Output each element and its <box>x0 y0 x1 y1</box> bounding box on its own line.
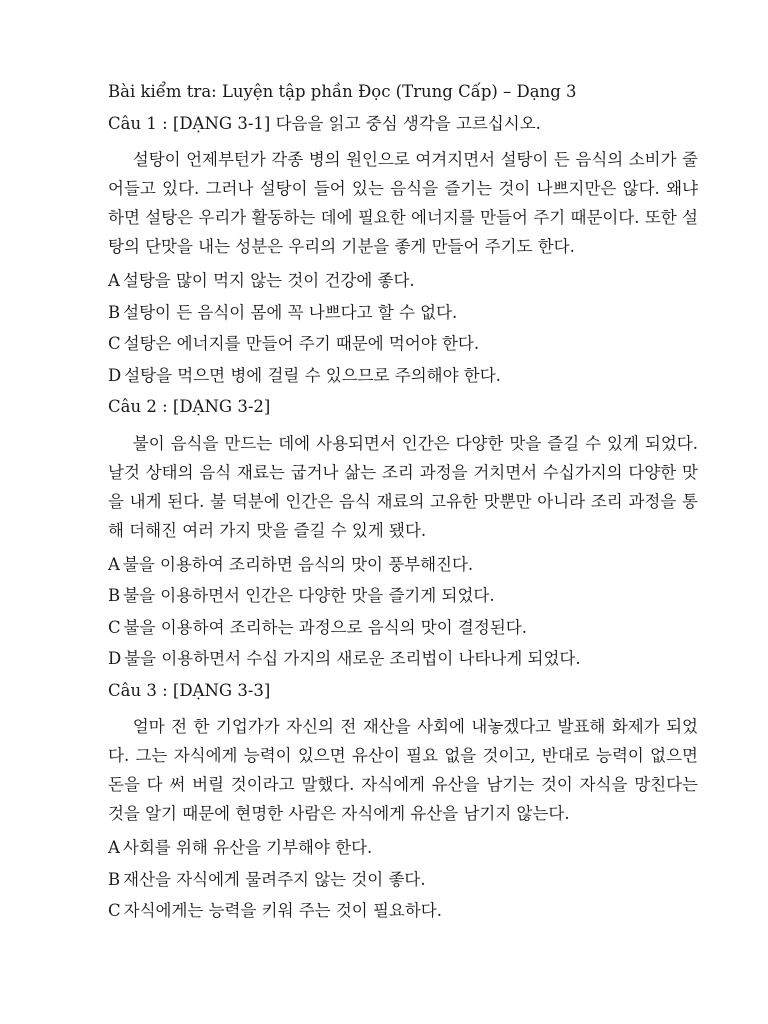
option-text: 설탕을 많이 먹지 않는 것이 건강에 좋다. <box>122 271 415 290</box>
option-text: 자식에게는 능력을 키워 주는 것이 필요하다. <box>123 901 442 920</box>
option-text: 불을 이용하여 조리하는 과정으로 음식의 맛이 결정된다. <box>123 617 527 637</box>
question-3 <box>108 675 698 927</box>
option-letter: D <box>108 365 122 385</box>
answer-option-b[interactable] <box>108 297 698 329</box>
answer-option-a[interactable] <box>108 265 698 297</box>
option-text: 불을 이용하면서 수십 가지의 새로운 조리법이 나타나게 되었다. <box>124 649 581 668</box>
reading-passage: 얼마 전 한 기업가가 자신의 전 재산을 사회에 내놓겠다고 발표해 화제가 되었다. 그는 자식에게 능력이 있으면 유산이 필요 없을 것이고, 반대로 능력이 없으면 돈을 다 써 버릴 것이라고 말했다. 자식에게 유산을 남기는 것이 자식을 망친다는 것을 알기 때문에 현명한 사람은 자식에게 유산을 남기지 않는다. <box>108 717 698 823</box>
option-letter: D <box>108 649 122 668</box>
question-heading: Câu 1 : [DẠNG 3-1] 다음을 읽고 중심 생각을 고르십시오. <box>108 113 541 133</box>
option-letter: A <box>108 838 120 857</box>
question-2 <box>108 391 698 675</box>
document-title: Bài kiểm tra: Luyện tập phần Đọc (Trung Cấp) – Dạng 3 <box>108 82 577 101</box>
option-text: 설탕이 든 음식이 몸에 꼭 나쁘다고 할 수 없다. <box>123 302 458 322</box>
answer-option-c[interactable] <box>108 612 698 644</box>
option-letter: C <box>108 901 121 920</box>
answer-option-b[interactable] <box>108 864 698 896</box>
answer-option-b[interactable] <box>108 580 698 612</box>
option-letter: A <box>108 271 120 290</box>
question-heading: Câu 2 : [DẠNG 3-2] <box>108 397 271 416</box>
option-text: 사회를 위해 유산을 기부해야 한다. <box>122 838 373 857</box>
question-heading: Câu 3 : [DẠNG 3-3] <box>108 680 271 700</box>
answer-option-c[interactable] <box>108 895 698 927</box>
option-letter: B <box>108 586 121 605</box>
reading-passage: 불이 음식을 만드는 데에 사용되면서 인간은 다양한 맛을 즐길 수 있게 되었다. 날것 상태의 음식 재료는 굽거나 삶는 조리 과정을 거치면서 수십가지의 다양한 맛을 내게 된다. 불 덕분에 인간은 음식 재료의 고유한 맛뿐만 아니라 조리 과정을 통해 더해진 여러 가지 맛을 즐길 수 있게 됐다. <box>108 433 698 540</box>
option-letter: B <box>108 869 121 889</box>
answer-option-a[interactable] <box>108 832 698 864</box>
option-letter: C <box>108 334 121 353</box>
question-1 <box>108 108 698 392</box>
reading-passage: 설탕이 언제부턴가 각종 병의 원인으로 여겨지면서 설탕이 든 음식의 소비가 줄어들고 있다. 그러나 설탕이 들어 있는 음식을 즐기는 것이 나쁘지만은 않다. 왜냐하면 설탕은 우리가 활동하는 데에 필요한 에너지를 만들어 주기 때문이다. 또한 설탕의 단맛을 내는 성분은 우리의 기분을 좋게 만들어 주기도 한다. <box>108 150 698 256</box>
answer-option-d[interactable] <box>108 643 698 675</box>
option-letter: B <box>108 302 121 322</box>
option-text: 설탕을 먹으면 병에 걸릴 수 있으므로 주의해야 한다. <box>124 365 501 385</box>
option-letter: C <box>108 617 121 637</box>
option-text: 불을 이용하여 조리하면 음식의 맛이 풍부해진다. <box>122 554 474 574</box>
answer-option-a[interactable] <box>108 549 698 581</box>
answer-option-c[interactable] <box>108 328 698 360</box>
option-text: 재산을 자식에게 물려주지 않는 것이 좋다. <box>123 869 426 889</box>
option-letter: A <box>108 554 120 574</box>
answer-option-d[interactable] <box>108 360 698 392</box>
option-text: 불을 이용하면서 인간은 다양한 맛을 즐기게 되었다. <box>123 586 495 605</box>
option-text: 설탕은 에너지를 만들어 주기 때문에 먹어야 한다. <box>123 334 480 353</box>
